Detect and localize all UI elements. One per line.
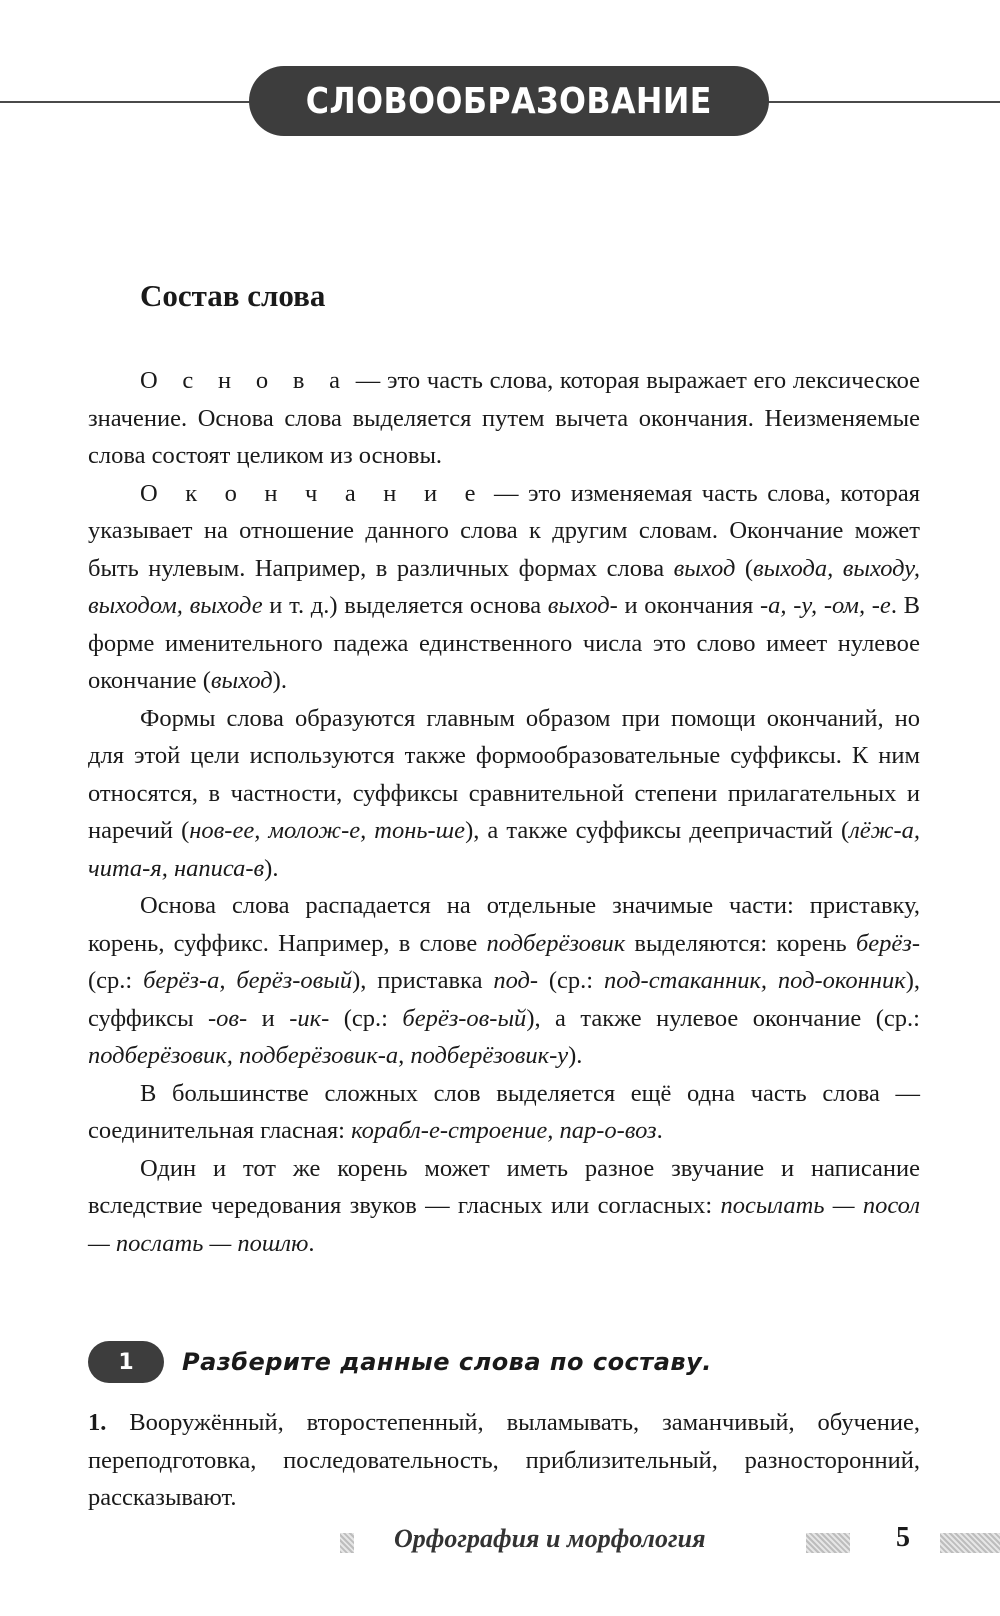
exercise-number-badge: 1: [88, 1341, 164, 1383]
paragraph-okonchanie: [88, 475, 920, 700]
paragraph-text: и т. д.) выделяется основа: [262, 592, 548, 619]
term-okonchanie: О к о н ч а н и е: [140, 479, 485, 507]
paragraph-text: ).: [264, 854, 279, 882]
paragraph-text: (: [735, 554, 754, 582]
example-word: выход: [210, 667, 273, 694]
paragraph-text: Формы слова образуются главным образом при помощи окончаний, но для этой цели используются также формообразовательные суффиксы. К ним относятся, в частности, суффиксы сравнительной степени прилагательных и наречий (: [88, 704, 920, 844]
example-word: выход: [673, 554, 736, 582]
paragraph-text: В большинстве сложных слов выделяется ещё одна часть слова — соединительная гласная:: [88, 1079, 920, 1144]
task-text: Вооружённый, второстепенный, выламывать, заманчивый, обучение, переподготовка, последовательность, приблизительный, разносторонний, рассказывают.: [88, 1409, 920, 1511]
paragraph-text: Основа слова распадается на отдельные значимые части: приставку, корень, суффикс. Например, в слове: [88, 892, 920, 957]
paragraph-text: Один и тот же корень может иметь разное звучание и написание вследствие чередования звуков — гласных или согласных:: [88, 1154, 920, 1219]
example-word: выход-: [547, 592, 618, 619]
paragraph-text: ), а также нулевое окончание (ср.:: [526, 1004, 920, 1032]
paragraph-compound: [88, 1075, 920, 1150]
paragraph-text: выделяются: корень: [625, 929, 856, 957]
footer-texture-middle: [806, 1533, 850, 1553]
example-word: подберёзовик, подберёзовик-а, подберёзовик-у: [88, 1042, 569, 1069]
body-text: [88, 362, 920, 1262]
example-word: подберёзовик: [486, 929, 626, 957]
paragraph-text: и окончания: [617, 592, 760, 619]
footer-texture-left: [340, 1533, 354, 1553]
example-word: берёз-ов-ый: [402, 1004, 527, 1032]
paragraph-text: ), приставка: [352, 967, 494, 994]
example-word: выхода, выходу, выходом, выходе: [88, 554, 920, 619]
example-word: берёз-а, берёз-овый: [143, 967, 353, 994]
paragraph-parts: [88, 887, 920, 1075]
chapter-header: [249, 66, 769, 136]
exercise-task: [88, 1404, 920, 1517]
paragraph-text: — это часть слова, которая выражает его лексическое значение. Основа слова выделяется путем вычета окончания. Неизменяемые слова состоят целиком из основы.: [88, 367, 920, 469]
paragraph-text: (ср.:: [329, 1004, 403, 1032]
example-word: посылать — посол — послать — пошлю: [88, 1192, 921, 1257]
example-word: под-: [493, 967, 539, 994]
example-word: лёж-а, чита-я, написа-в: [88, 817, 920, 882]
paragraph-text: (ср.:: [88, 967, 144, 994]
example-word: под-стаканник, под-оконник: [603, 967, 906, 994]
section-title: Состав слова: [140, 278, 326, 313]
term-osnova: О с н о в а: [140, 367, 350, 394]
paragraph-text: — это изменяемая часть слова, которая указывает на отношение данного слова к другим словам. Окончание может быть нулевым. Например, в различных формах слова: [88, 479, 920, 582]
page-number: 5: [896, 1522, 910, 1553]
chapter-title: СЛОВООБРАЗОВАНИЕ: [305, 80, 713, 122]
example-word: нов-ее, молож-е, тонь-ше: [189, 817, 466, 844]
paragraph-osnova: [88, 362, 920, 475]
example-word: -ов-: [208, 1004, 248, 1032]
paragraph-alternation: [88, 1150, 920, 1263]
paragraph-text: и: [247, 1004, 290, 1032]
example-word: -ик-: [289, 1004, 330, 1032]
paragraph-text: .: [656, 1117, 663, 1144]
exercise-title: Разберите данные слова по составу.: [182, 1348, 712, 1376]
paragraph-text: . В форме именительного падежа единственного числа это слово имеет нулевое окончание (: [88, 592, 920, 694]
paragraph-forms: [88, 700, 920, 888]
paragraph-text: ).: [568, 1042, 583, 1069]
paragraph-text: .: [308, 1229, 315, 1257]
paragraph-text: (ср.:: [538, 967, 604, 994]
example-word: корабл-е-строение, пар-о-воз: [351, 1117, 657, 1144]
paragraph-text: ), суффиксы: [88, 967, 920, 1032]
example-word: берёз-: [855, 929, 920, 957]
exercise-header: [88, 1338, 712, 1386]
paragraph-text: ).: [272, 667, 287, 694]
example-word: -а, -у, -ом, -е: [759, 592, 891, 619]
task-number: 1.: [88, 1409, 107, 1436]
footer-book-title: Орфография и морфология: [394, 1524, 706, 1553]
footer-texture-right: [940, 1533, 1000, 1553]
paragraph-text: ), а также суффиксы деепричастий (: [465, 817, 850, 844]
